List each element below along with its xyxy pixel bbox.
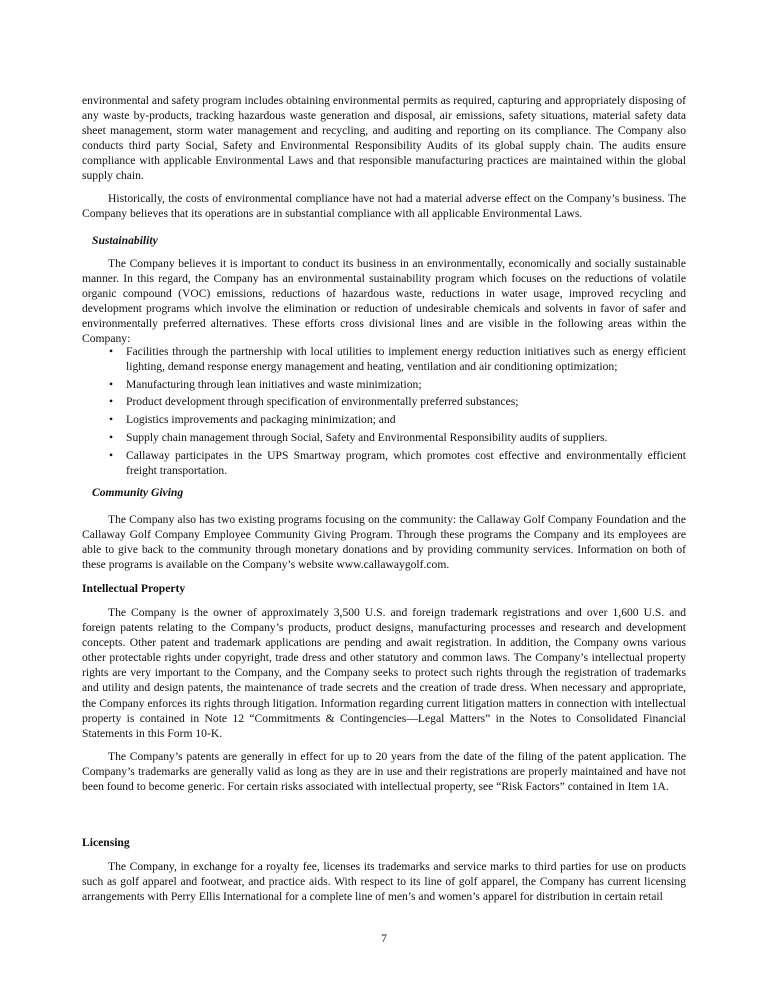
list-item: • Callaway participates in the UPS Smartway program, which promotes cost effective and environmentally efficient freight transportation. <box>109 448 686 477</box>
list-item: • Logistics improvements and packaging minimization; and <box>109 413 396 427</box>
sustainability-bullet-list <box>82 344 686 480</box>
list-item: • Manufacturing through lean initiatives and waste minimization; <box>109 377 422 391</box>
bullet-icon: • <box>109 377 114 391</box>
heading-licensing: Licensing <box>82 836 130 849</box>
list-item: • Product development through specification of environmentally preferred substances; <box>109 395 519 409</box>
paragraph-environmental-compliance: Historically, the costs of environmental compliance have not had a material adverse effect on the Company’s business. The Company believes that its operations are in substantial compliance with all applicable Environmental Laws. <box>82 192 686 221</box>
paragraph-patents-trademarks: The Company’s patents are generally in effect for up to 20 years from the date of the filing of the patent application. The Company’s trademarks are generally valid as long as they are in use and their registrations are properly maintained and have not been found to become generic. For certain risks associated with intellectual property, see “Risk Factors” contained in Item 1A. <box>82 750 686 794</box>
page-number: 7 <box>381 932 387 945</box>
list-item: • Supply chain management through Social, Safety and Environmental Responsibility audits of suppliers. <box>109 430 608 444</box>
paragraph-licensing: The Company, in exchange for a royalty fee, licenses its trademarks and service marks to third parties for use on products such as golf apparel and footwear, and practice aids. With respect to its line of golf apparel, the Company has current licensing arrangements with Perry Ellis International for a complete line of men’s and women’s apparel for distribution in certain retail <box>82 860 686 904</box>
heading-community-giving: Community Giving <box>92 486 184 499</box>
paragraph-sustainability: The Company believes it is important to conduct its business in an environmentally, economically and socially sustainable manner. In this regard, the Company has an environmental sustainability program which focuses on the reductions of volatile organic compound (VOC) emissions, reductions of hazardous waste, reductions in water usage, improved recycling and development programs which involve the elimination or reduction of undesirable chemicals and solvents in favor of safer and environmentally preferred alternatives. These efforts cross divisional lines and are visible in the following areas within the Company: <box>82 257 686 346</box>
bullet-icon: • <box>109 395 114 409</box>
heading-intellectual-property: Intellectual Property <box>82 582 186 595</box>
heading-sustainability: Sustainability <box>92 234 158 247</box>
list-item: • Facilities through the partnership with local utilities to implement energy reduction initiatives such as energy efficient lighting, demand response energy management and heating, ventilation and air conditioning optimization; <box>109 345 686 374</box>
paragraph-community-giving: The Company also has two existing programs focusing on the community: the Callaway Golf Company Foundation and the Callaway Golf Company Employee Community Giving Program. Through these programs the Company and its employees are able to give back to the community through monetary donations and by providing community services. Information on both of these programs is available on the Company’s website www.callawaygolf.com. <box>82 513 686 572</box>
paragraph-environmental-program: environmental and safety program includes obtaining environmental permits as required, capturing and appropriately disposing of any waste by-products, tracking hazardous waste generation and disposal, air emissions, safety situations, material safety data sheet management, storm water management and recycling, and auditing and reporting on its compliance. The Company also conducts third party Social, Safety and Environmental Responsibility Audits of its global supply chain. The audits ensure compliance with applicable Environmental Laws and that responsible manufacturing practices are maintained within the global supply chain. <box>82 94 686 183</box>
bullet-icon: • <box>109 430 114 444</box>
bullet-icon: • <box>109 448 114 462</box>
bullet-icon: • <box>109 345 114 358</box>
bullet-icon: • <box>109 413 114 427</box>
paragraph-intellectual-property: The Company is the owner of approximately 3,500 U.S. and foreign trademark registrations and over 1,600 U.S. and foreign patents relating to the Company’s products, product designs, manufacturing processes and research and development concepts. Other patent and trademark applications are pending and await registration. In addition, the Company owns various other protectable rights under copyright, trade dress and other statutory and common laws. The Company’s intellectual property rights are very important to the Company, and the Company seeks to protect such rights through the registration of trademarks and utility and design patents, the maintenance of trade secrets and the creation of trade dress. When necessary and appropriate, the Company enforces its rights through litigation. Information regarding current litigation matters in connection with intellectual property is contained in Note 12 “Commitments & Contingencies—Legal Matters” in the Notes to Consolidated Financial Statements in this Form 10-K. <box>82 606 686 740</box>
